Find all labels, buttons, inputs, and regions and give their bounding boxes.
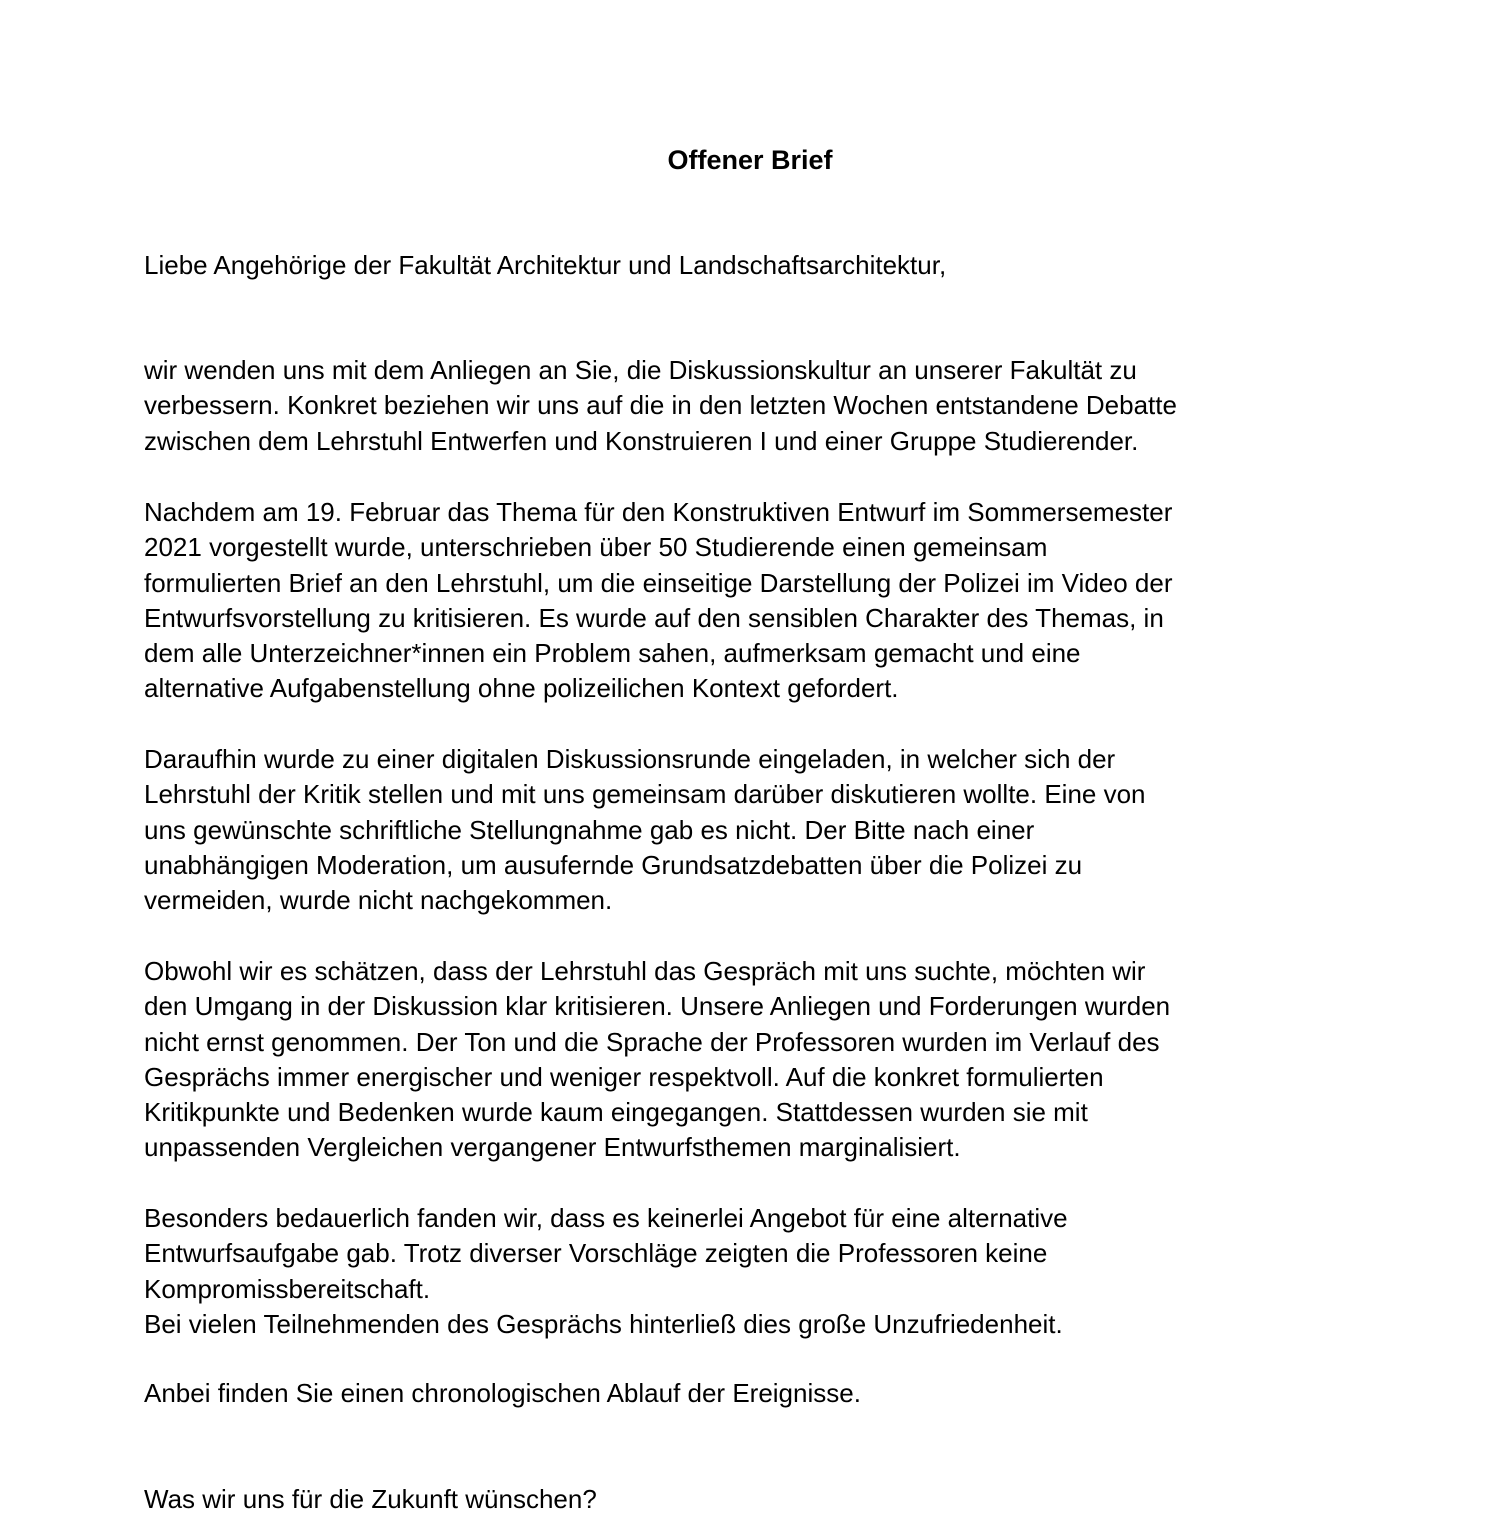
letter-title: Offener Brief: [667, 145, 833, 175]
paragraph-intro: wir wenden uns mit dem Anliegen an Sie, die Diskussionskultur an unserer Fakultät zu verbessern. Konkret beziehen wir uns auf die in den letzten Wochen entstandene Debatte zwischen dem Lehrstuhl Entwerfen und Konstruieren I und einer Gruppe Studierender.: [144, 355, 1177, 456]
paragraph-regret: Besonders bedauerlich fanden wir, dass es keinerlei Angebot für eine alternative Entwurfsaufgabe gab. Trotz diverser Vorschläge zeigten die Professoren keine Kompromissbereitschaft. Bei vielen Teilnehmenden des Gesprächs hinterließ dies große Unzufriedenheit.: [144, 1203, 1068, 1339]
paragraph-future-heading: Was wir uns für die Zukunft wünschen?: [144, 1484, 597, 1514]
paragraph-background: Nachdem am 19. Februar das Thema für den Konstruktiven Entwurf im Sommersemester 2021 vorgestellt wurde, unterschrieben über 50 Studierende einen gemeinsam formulierten Brief an den Lehrstuhl, um die einseitige Darstellung der Polizei im Video der Entwurfsvorstellung zu kritisieren. Es wurde auf den sensiblen Charakter des Themas, in dem alle Unterzeichner*innen ein Problem sahen, aufmerksam gemacht und eine alternative Aufgabenstellung ohne polizeilichen Kontext gefordert.: [144, 497, 1173, 704]
paragraph-chronology: Anbei finden Sie einen chronologischen Ablauf der Ereignisse.: [144, 1378, 861, 1408]
salutation: Liebe Angehörige der Fakultät Architektur und Landschaftsarchitektur,: [144, 250, 947, 280]
paragraph-discussion: Daraufhin wurde zu einer digitalen Diskussionsrunde eingeladen, in welcher sich der Lehrstuhl der Kritik stellen und mit uns gemeinsam darüber diskutieren wollte. Eine von uns gewünschte schriftliche Stellungnahme gab es nicht. Der Bitte nach einer unabhängigen Moderation, um ausufernde Grundsatzdebatten über die Polizei zu vermeiden, wurde nicht nachgekommen.: [144, 744, 1146, 916]
paragraph-criticism: Obwohl wir es schätzen, dass der Lehrstuhl das Gespräch mit uns suchte, möchten wir den Umgang in der Diskussion klar kritisieren. Unsere Anliegen und Forderungen wurden nicht ernst genommen. Der Ton und die Sprache der Professoren wurden im Verlauf des Gesprächs immer energischer und weniger respektvoll. Auf die konkret formulierten Kritikpunkte und Bedenken wurde kaum eingegangen. Stattdessen wurden sie mit unpassenden Vergleichen vergangener Entwurfsthemen marginalisiert.: [144, 956, 1171, 1163]
